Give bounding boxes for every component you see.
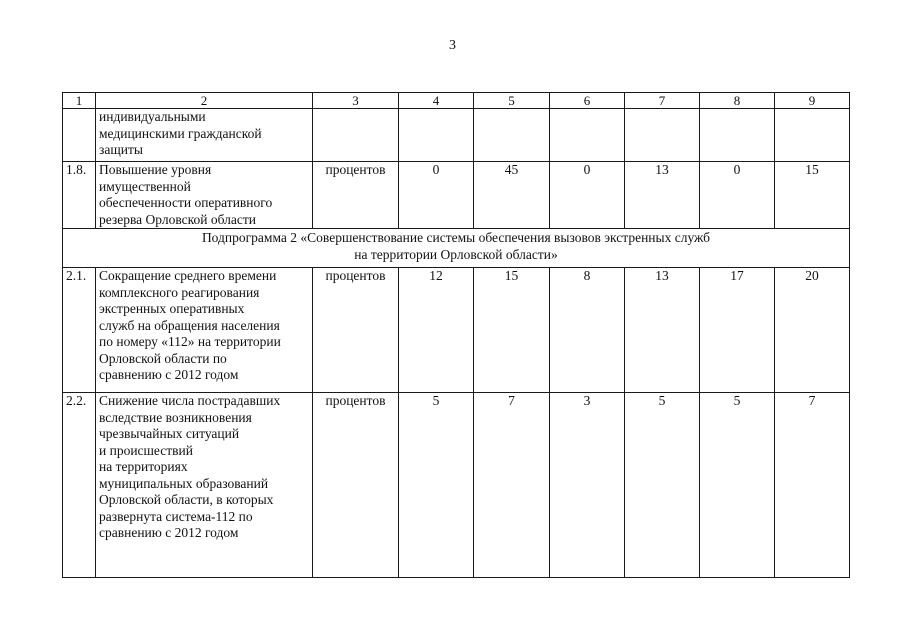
row-value: 13 — [625, 268, 700, 393]
page-number: 3 — [449, 38, 456, 53]
header-col-3: 3 — [313, 93, 399, 109]
row-value: 3 — [550, 393, 625, 578]
row-value: 5 — [625, 393, 700, 578]
row-description: Снижение числа пострадавших вследствие возникновения чрезвычайных ситуаций и происшествий на территориях муниципальных образований Орловской области, в которых развернута система-112 по сравнению с 2012 годом — [96, 393, 313, 578]
table-header — [63, 93, 850, 109]
row-unit: процентов — [313, 393, 399, 578]
row-value: 8 — [550, 268, 625, 393]
row-value: 5 — [700, 393, 775, 578]
row-value: 12 — [399, 268, 474, 393]
row-index — [63, 109, 96, 162]
row-value: 45 — [474, 162, 550, 229]
indicators-table — [62, 92, 850, 578]
row-value: 17 — [700, 268, 775, 393]
row-value — [625, 109, 700, 162]
header-col-9: 9 — [775, 93, 850, 109]
row-value: 0 — [399, 162, 474, 229]
table-row-2-2 — [63, 393, 850, 578]
row-description: Повышение уровня имущественной обеспеченности оперативного резерва Орловской области — [96, 162, 313, 229]
row-unit: процентов — [313, 268, 399, 393]
row-value — [700, 109, 775, 162]
header-col-4: 4 — [399, 93, 474, 109]
table-row-1-8 — [63, 162, 850, 229]
table-row-2-1 — [63, 268, 850, 393]
row-index: 2.2. — [63, 393, 96, 578]
row-value: 13 — [625, 162, 700, 229]
header-col-8: 8 — [700, 93, 775, 109]
row-index: 2.1. — [63, 268, 96, 393]
row-value: 0 — [550, 162, 625, 229]
row-value — [474, 109, 550, 162]
subprogram-title: Подпрограмма 2 «Совершенствование системы обеспечения вызовов экстренных служб на территории Орловской области» — [63, 229, 850, 268]
row-value: 15 — [775, 162, 850, 229]
row-value: 7 — [775, 393, 850, 578]
row-description: Сокращение среднего времени комплексного реагирования экстренных оперативных служб на обращения населения по номеру «112» на территории Орловской области по сравнению с 2012 годом — [96, 268, 313, 393]
row-value — [399, 109, 474, 162]
header-col-7: 7 — [625, 93, 700, 109]
row-value: 7 — [474, 393, 550, 578]
row-unit: процентов — [313, 162, 399, 229]
row-unit — [313, 109, 399, 162]
header-col-6: 6 — [550, 93, 625, 109]
header-col-5: 5 — [474, 93, 550, 109]
row-value: 5 — [399, 393, 474, 578]
row-value: 0 — [700, 162, 775, 229]
subprogram-row — [63, 229, 850, 268]
row-description: индивидуальными медицинскими гражданской защиты — [96, 109, 313, 162]
row-value — [775, 109, 850, 162]
table-row-continuation — [63, 109, 850, 162]
row-value — [550, 109, 625, 162]
header-row — [63, 93, 850, 109]
row-value: 20 — [775, 268, 850, 393]
row-index: 1.8. — [63, 162, 96, 229]
header-col-1: 1 — [63, 93, 96, 109]
row-value: 15 — [474, 268, 550, 393]
header-col-2: 2 — [96, 93, 313, 109]
